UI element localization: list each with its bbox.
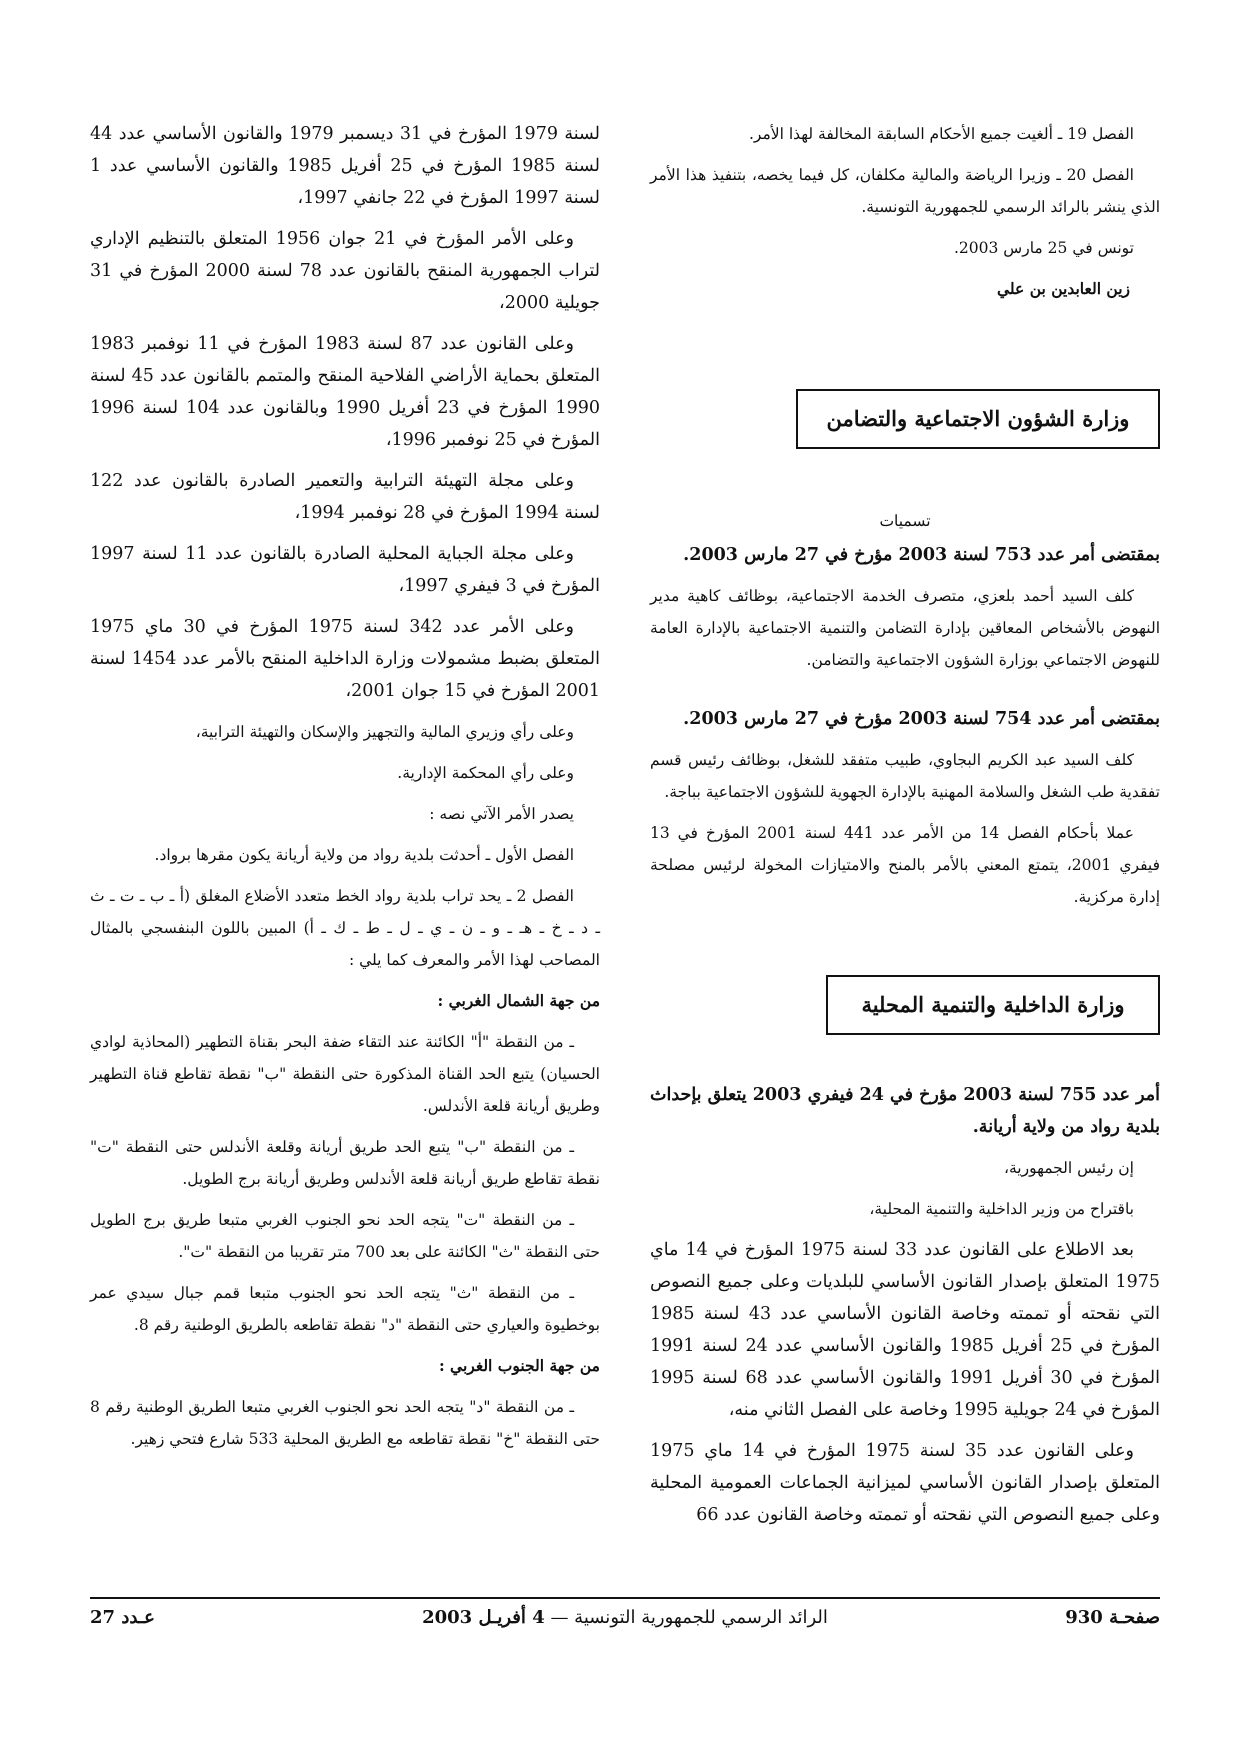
boundary-b-t: ـ من النقطة "ب" يتبع الحد طريق أريانة وقلعة الأندلس حتى النقطة "ت" نقطة تقاطع طريق أريانة قلعة الأندلس وطريق أريانة برج الطويل. [90, 1138, 600, 1188]
visa-2: وعلى القانون عدد 35 لسنة 1975 المؤرخ في 14 ماي 1975 المتعلق بإصدار القانون الأساسي لميزانية الجماعات العمومية المحلية وعلى جميع النصوص التي نقحته أو تممته وخاصة القانون عدد 66 [650, 1441, 1160, 1525]
page-number: صفحـة 930 [1065, 1607, 1160, 1628]
article-19: الفصل 19 ـ ألغيت جميع الأحكام السابقة المخالفة لهذا الأمر. [748, 125, 1134, 143]
journal-title [422, 1607, 828, 1628]
boundary-d-kh: ـ من النقطة "د" يتجه الحد نحو الجنوب الغربي متبعا الطريق الوطنية رقم 8 حتى النقطة "خ" نقطة تقاطعه مع الطريق المحلية 533 شارع فتحي زهير. [90, 1398, 600, 1448]
decrees-line: يصدر الأمر الآتي نصه : [429, 805, 574, 823]
decree-754-body: كلف السيد عبد الكريم البجاوي، طبيب متفقد للشغل، بوظائف رئيس قسم تفقدية طب الشغل والسلامة المهنية بالإدارة الجهوية للشؤون الاجتماعية بباجة. [650, 751, 1160, 801]
decree-754-body-2: عملا بأحكام الفصل 14 من الأمر عدد 441 لسنة 2001 المؤرخ في 13 فيفري 2001، يتمتع المعني بالأمر بالمنح والامتيازات المخولة لرئيس مصلحة إدارة مركزية. [650, 824, 1160, 906]
visa-6: وعلى مجلة الجباية المحلية الصادرة بالقانون عدد 11 لسنة 1997 المؤرخ في 3 فيفري 1997، [90, 544, 600, 596]
proposal-line: باقتراح من وزير الداخلية والتنمية المحلية، [869, 1200, 1134, 1218]
page-footer [90, 1597, 1160, 1635]
heading-southwest: من جهة الجنوب الغربي : [438, 1356, 600, 1375]
decree-753-title: بمقتضى أمر عدد 753 لسنة 2003 مؤرخ في 27 مارس 2003. [683, 545, 1160, 565]
visa-2-cont: لسنة 1979 المؤرخ في 31 ديسمبر 1979 والقانون الأساسي عدد 44 لسنة 1985 المؤرخ في 25 أفريل 1985 والقانون الأساسي عدد 1 لسنة 1997 المؤرخ في 22 جانفي 1997، [90, 124, 600, 208]
president-line: إن رئيس الجمهورية، [1003, 1159, 1134, 1177]
section-title-appointments: تسميات [879, 512, 931, 530]
visa-7: وعلى الأمر عدد 342 لسنة 1975 المؤرخ في 30 ماي 1975 المتعلق بضبط مشمولات وزارة الداخلية المنقح بالأمر عدد 1454 لسنة 2001 المؤرخ في 15 جوان 2001، [90, 617, 600, 701]
article-1: الفصل الأول ـ أحدثت بلدية رواد من ولاية أريانة يكون مقرها برواد. [154, 846, 574, 864]
date-line: تونس في 25 مارس 2003. [953, 239, 1134, 257]
journal-date: 4 أفريـل 2003 [422, 1607, 545, 1628]
boundary-th-d: ـ من النقطة "ث" يتجه الحد نحو الجنوب متبعا قمم جبال سيدي عمر بوخطيوة والعياري حتى النقطة "د" نقطة تقاطعه بالطريق الوطنية رقم 8. [90, 1284, 600, 1334]
boundary-t-th: ـ من النقطة "ت" يتجه الحد نحو الجنوب الغربي متبعا طريق برج الطويل حتى النقطة "ث" الكائنة على بعد 700 متر تقريبا من النقطة "ت". [90, 1211, 600, 1261]
boundary-a-b: ـ من النقطة "أ" الكائنة عند التقاء ضفة البحر بقناة التطهير (المحاذية لوادي الحسيان) يتبع الحد القناة المذكورة حتى النقطة "ب" نقطة تقاطع قناة التطهير وطريق أريانة قلعة الأندلس. [90, 1033, 600, 1115]
visa-3: وعلى الأمر المؤرخ في 21 جوان 1956 المتعلق بالتنظيم الإداري لتراب الجمهورية المنقح بالقانون عدد 78 لسنة 2000 المؤرخ في 31 جويلية 2000، [90, 229, 600, 313]
decree-753-body: كلف السيد أحمد بلعزي، متصرف الخدمة الاجتماعية، بوظائف كاهية مدير النهوض بالأشخاص المعاقين بإدارة التضامن والتنمية الاجتماعية بالإدارة العامة للنهوض الاجتماعي بوزارة الشؤون الاجتماعية والتضامن. [650, 587, 1160, 669]
ministry-heading-social: وزارة الشؤون الاجتماعية والتضامن [796, 389, 1160, 449]
ministry-heading-interior: وزارة الداخلية والتنمية المحلية [826, 975, 1160, 1035]
signature: زين العابدين بن علي [997, 279, 1130, 298]
opinion-court: وعلى رأي المحكمة الإدارية. [397, 764, 574, 782]
right-column [650, 118, 1160, 1540]
issue-number: عـدد 27 [90, 1607, 155, 1628]
left-column [90, 118, 600, 1464]
decree-754-title: بمقتضى أمر عدد 754 لسنة 2003 مؤرخ في 27 مارس 2003. [683, 709, 1160, 729]
article-2: الفصل 2 ـ يحد تراب بلدية رواد الخط متعدد الأضلاع المغلق (أ ـ ب ـ ت ـ ث ـ د ـ خ ـ هـ ـ و ـ ن ـ ي ـ ل ـ ط ـ ك ـ أ) المبين باللون البنفسجي بالمثال المصاحب لهذا الأمر والمعرف كما يلي : [90, 887, 600, 969]
decree-755-title: أمر عدد 755 لسنة 2003 مؤرخ في 24 فيفري 2003 يتعلق بإحداث بلدية رواد من ولاية أريانة. [650, 1085, 1160, 1137]
visa-1: بعد الاطلاع على القانون عدد 33 لسنة 1975 المؤرخ في 14 ماي 1975 المتعلق بإصدار القانون الأساسي للبلديات وعلى جميع النصوص التي نقحته أو تممته وخاصة القانون الأساسي عدد 43 لسنة 1985 المؤرخ في 25 أفريل 1985 والقانون الأساسي عدد 24 لسنة 1991 المؤرخ في 30 أفريل 1991 والقانون الأساسي عدد 68 لسنة 1995 المؤرخ في 24 جويلية 1995 وخاصة على الفصل الثاني منه، [650, 1240, 1161, 1420]
article-20: الفصل 20 ـ وزيرا الرياضة والمالية مكلفان، كل فيما يخصه، بتنفيذ هذا الأمر الذي ينشر بالرائد الرسمي للجمهورية التونسية. [650, 166, 1160, 216]
opinion-ministers: وعلى رأي وزيري المالية والتجهيز والإسكان والتهيئة الترابية، [195, 723, 574, 741]
journal-name: الرائد الرسمي للجمهورية التونسية — [544, 1607, 828, 1628]
heading-northwest: من جهة الشمال الغربي : [437, 991, 600, 1010]
visa-5: وعلى مجلة التهيئة الترابية والتعمير الصادرة بالقانون عدد 122 لسنة 1994 المؤرخ في 28 نوفمبر 1994، [90, 471, 600, 523]
visa-4: وعلى القانون عدد 87 لسنة 1983 المؤرخ في 11 نوفمبر 1983 المتعلق بحماية الأراضي الفلاحية المنقح والمتمم بالقانون عدد 45 لسنة 1990 المؤرخ في 23 أفريل 1990 وبالقانون عدد 104 لسنة 1996 المؤرخ في 25 نوفمبر 1996، [90, 334, 601, 450]
